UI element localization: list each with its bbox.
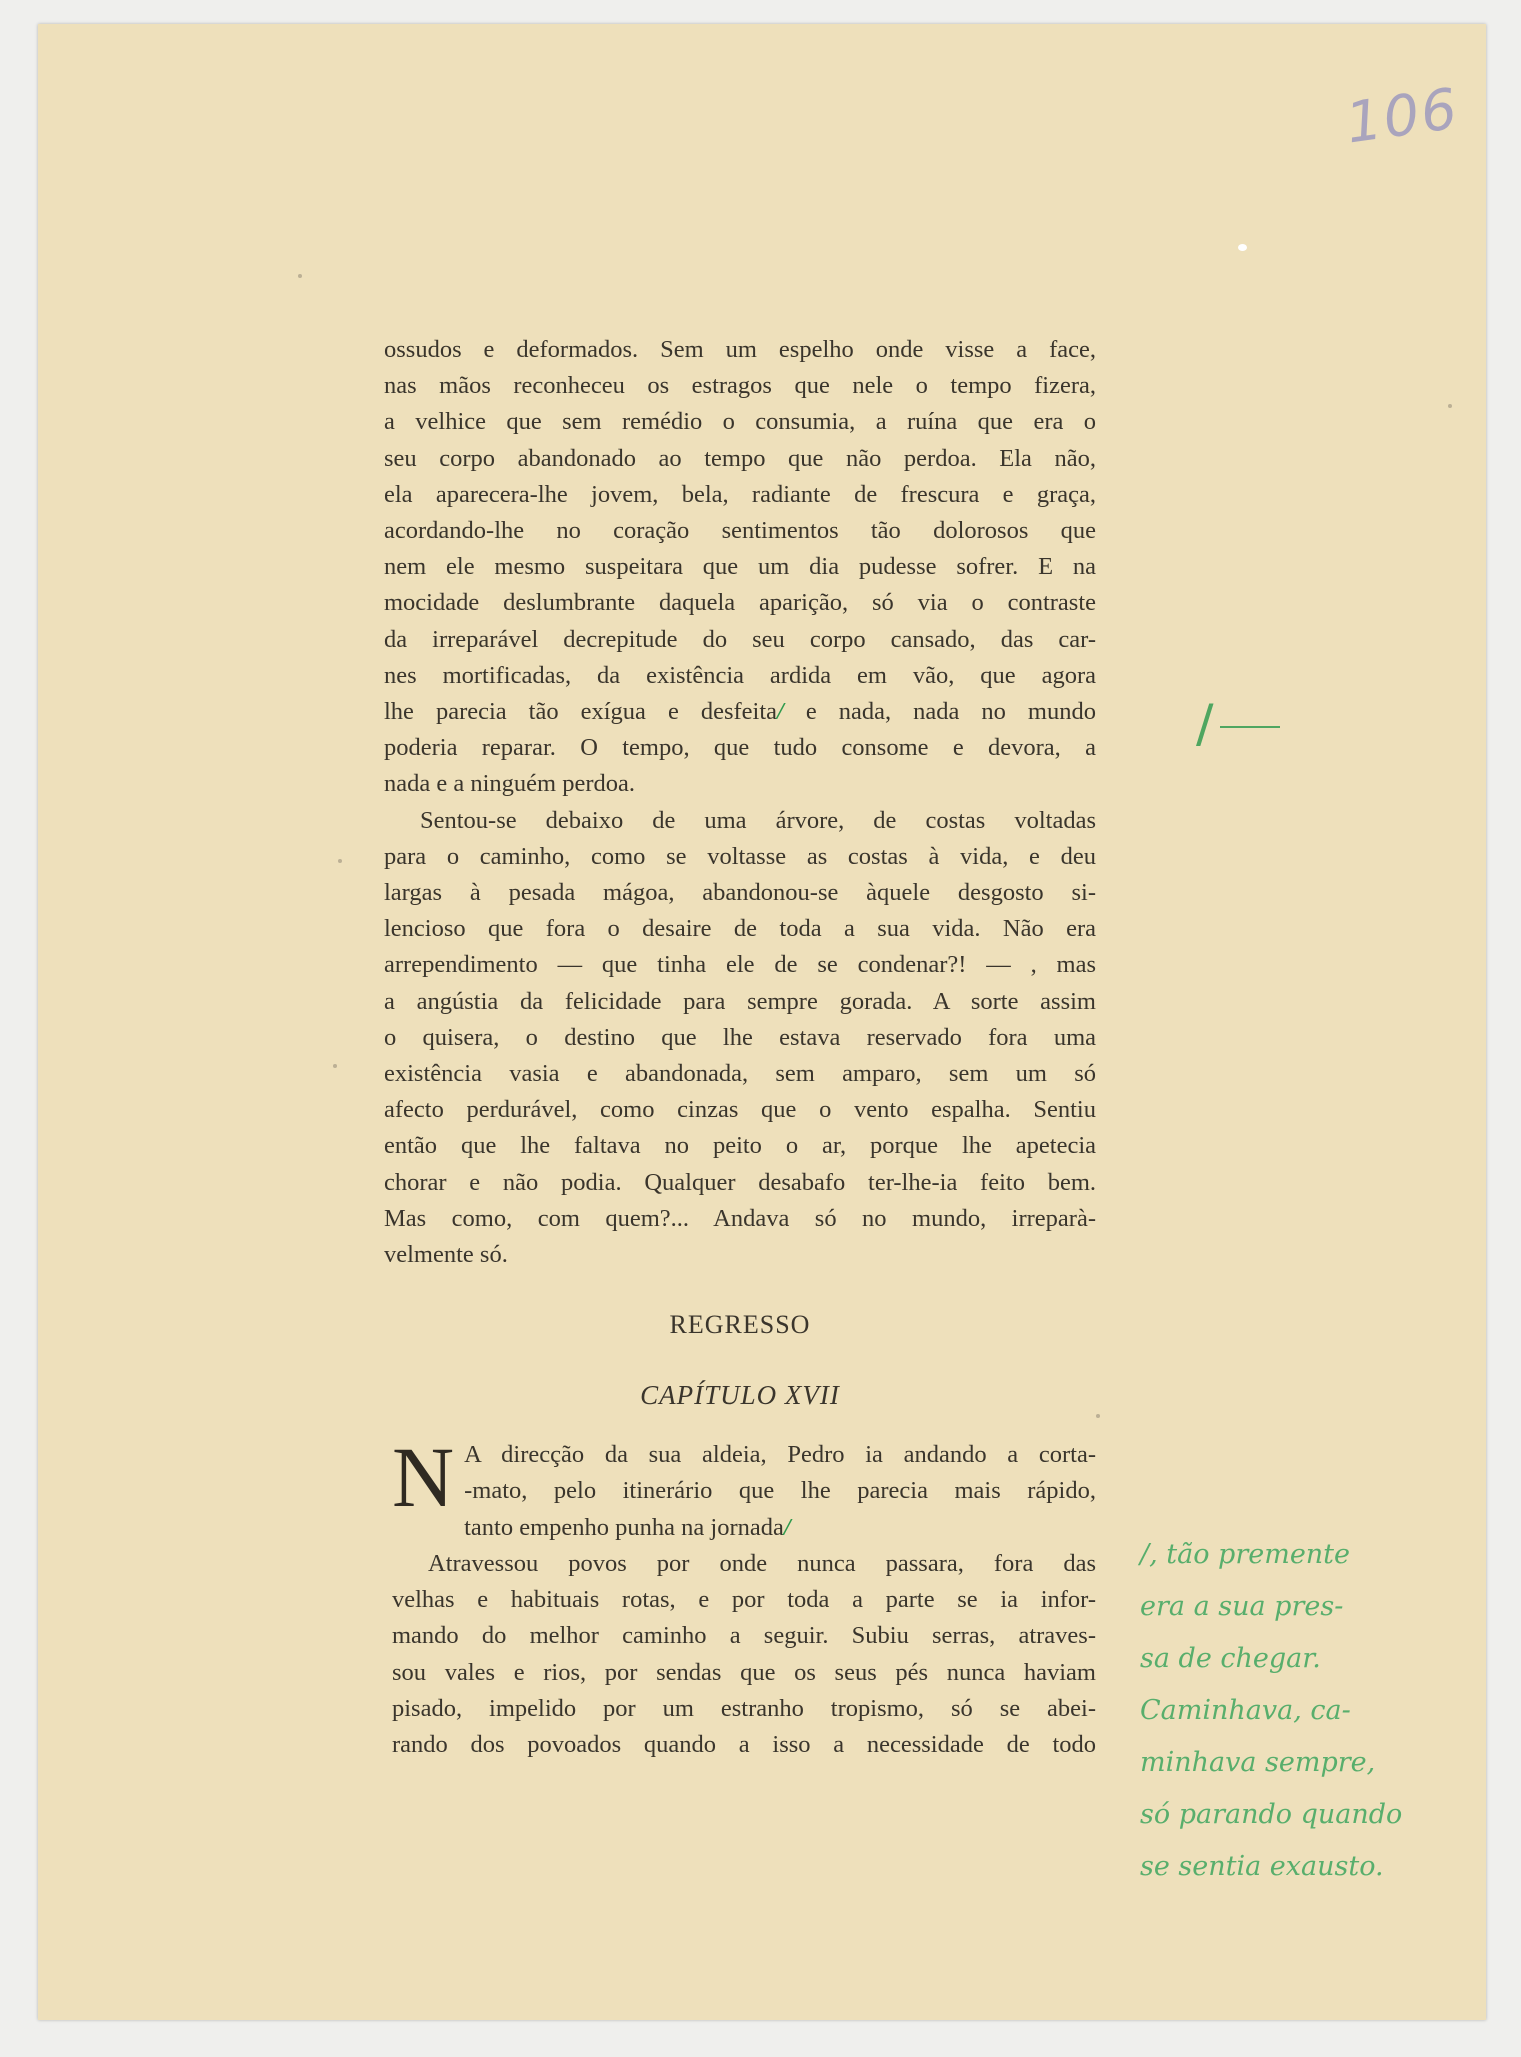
note-line: se sentia exausto. xyxy=(1140,1851,1384,1882)
drop-cap: N xyxy=(392,1429,455,1526)
margin-dash xyxy=(1220,726,1280,728)
text-segment: e nada, nada no mundo xyxy=(783,698,1096,726)
note-line: só parando quando xyxy=(1140,1799,1403,1830)
paper-speck xyxy=(1096,1414,1100,1418)
note-line: sa de chegar. xyxy=(1140,1643,1321,1674)
insertion-mark: / xyxy=(777,698,784,726)
text-line: da irreparável decrepitude do seu corpo cansado, das car- xyxy=(384,625,1096,653)
paragraph-1 xyxy=(384,332,1096,803)
note-line: era a sua pres- xyxy=(1140,1591,1344,1622)
text-line: o quisera, o destino que lhe estava reservado fora uma xyxy=(384,1023,1096,1051)
margin-slash: / xyxy=(1196,694,1214,754)
text-line: a velhice que sem remédio o consumia, a ruína que era o xyxy=(384,408,1096,436)
text-line: ossudos e deformados. Sem um espelho onde visse a face, xyxy=(384,336,1096,363)
paper-speck xyxy=(298,274,302,278)
text-line: a angústia da felicidade para sempre gorada. A sorte assim xyxy=(384,987,1096,1015)
main-text xyxy=(384,332,1096,1763)
text-line: Mas como, com quem?... Andava só no mundo, irreparà- xyxy=(384,1204,1096,1232)
insertion-mark: / xyxy=(783,1513,791,1541)
text-line: sou vales e rios, por sendas que os seus pés nunca haviam xyxy=(392,1658,1096,1686)
paper-speck xyxy=(1238,244,1247,251)
text-line-with-mark xyxy=(384,694,1096,730)
margin-insertion-mark xyxy=(1196,694,1280,754)
paper-speck xyxy=(333,1064,337,1068)
paragraph-2 xyxy=(384,803,1096,1274)
text-line: chorar e não podia. Qualquer desabafo ter-lhe-ia feito bem. xyxy=(384,1168,1096,1196)
text-line: arrependimento — que tinha ele de se condenar?! — , mas xyxy=(384,951,1096,979)
paper-speck xyxy=(338,859,342,863)
chapter-body xyxy=(384,1429,1096,1763)
note-line: minhava sempre, xyxy=(1140,1747,1376,1778)
note-line: Caminhava, ca- xyxy=(1140,1695,1351,1726)
text-line: nes mortificadas, da existência ardida em vão, que agora xyxy=(384,661,1096,689)
text-line: pisado, impelido por um estranho tropismo, só se abei- xyxy=(392,1694,1096,1722)
text-line: largas à pesada mágoa, abandonou-se àquele desgosto si- xyxy=(384,879,1096,907)
text-line: acordando-lhe no coração sentimentos tão dolorosos que xyxy=(384,517,1096,545)
text-line-with-mark xyxy=(392,1510,1096,1546)
text-segment: tanto empenho punha na jornada xyxy=(464,1513,784,1541)
text-line: rando dos povoados quando a isso a necessidade de todo xyxy=(392,1730,1096,1758)
text-line: mocidade deslumbrante daquela aparição, só via o contraste xyxy=(384,589,1096,617)
note-line: /, tão premente xyxy=(1140,1539,1351,1570)
text-line: nem ele mesmo suspeitara que um dia pudesse sofrer. E na xyxy=(384,553,1096,581)
page-number: 106 xyxy=(1342,76,1463,157)
chapter-paragraph-2 xyxy=(392,1546,1096,1763)
text-line: então que lhe faltava no peito o ar, porque lhe apetecia xyxy=(384,1132,1096,1160)
section-title: REGRESSO xyxy=(669,1310,811,1340)
chapter-paragraph-1 xyxy=(392,1429,1096,1546)
text-line: Atravessou povos por onde nunca passara, fora das xyxy=(428,1549,1096,1577)
text-line: Sentou-se debaixo de uma árvore, de costas voltadas xyxy=(420,806,1096,834)
paper-speck xyxy=(1448,404,1452,408)
text-segment: lhe parecia tão exígua e desfeita xyxy=(384,698,778,726)
text-line: lencioso que fora o desaire de toda a sua vida. Não era xyxy=(384,915,1096,943)
chapter-title: CAPÍTULO XVII xyxy=(640,1380,840,1411)
handwritten-margin-note xyxy=(1140,1529,1470,1893)
text-line: nas mãos reconheceu os estragos que nele o tempo fizera, xyxy=(384,372,1096,400)
text-line: afecto perdurável, como cinzas que o vento espalha. Sentiu xyxy=(384,1096,1096,1124)
text-line: mando do melhor caminho a seguir. Subiu serras, atraves- xyxy=(392,1622,1096,1650)
text-line: para o caminho, como se voltasse as costas à vida, e deu xyxy=(384,842,1096,870)
text-line: -mato, pelo itinerário que lhe parecia mais rápido, xyxy=(464,1477,1096,1505)
text-line: velmente só. xyxy=(384,1241,508,1269)
paper-sheet xyxy=(38,24,1486,2020)
text-line: velhas e habituais rotas, e por toda a parte se ia infor- xyxy=(392,1586,1096,1614)
text-line: existência vasia e abandonada, sem amparo, sem um só xyxy=(384,1060,1096,1088)
text-line: A direcção da sua aldeia, Pedro ia andando a corta- xyxy=(464,1441,1096,1469)
text-line: nada e a ninguém perdoa. xyxy=(384,770,636,798)
text-line: poderia reparar. O tempo, que tudo consome e devora, a xyxy=(384,734,1096,762)
text-line: seu corpo abandonado ao tempo que não perdoa. Ela não, xyxy=(384,444,1096,472)
text-line: ela aparecera-lhe jovem, bela, radiante de frescura e graça, xyxy=(384,480,1096,508)
